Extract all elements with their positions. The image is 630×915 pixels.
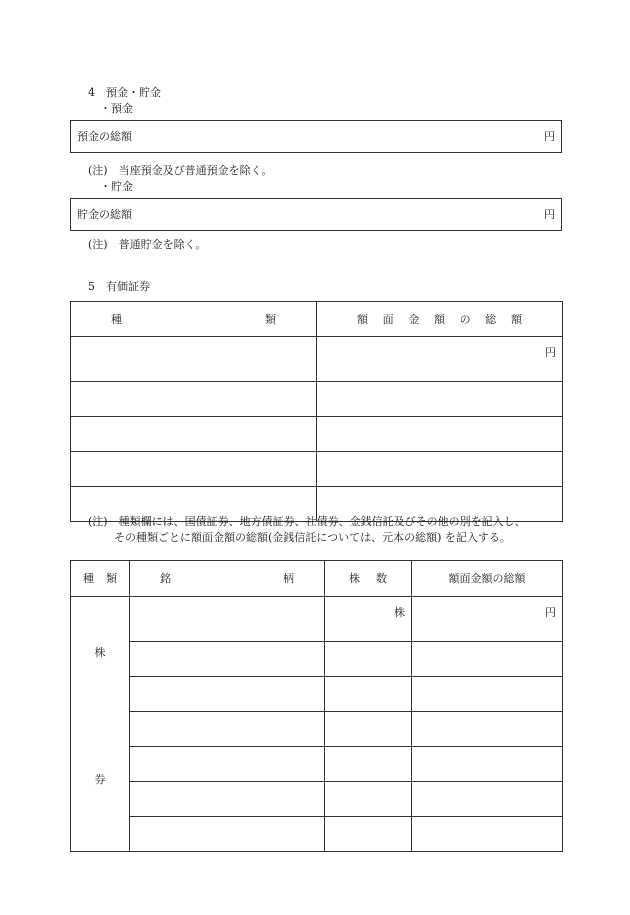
- table-row: [71, 642, 563, 677]
- savings-total-box[interactable]: [70, 198, 562, 231]
- table-row: [71, 782, 563, 817]
- type-cell[interactable]: [71, 382, 317, 417]
- face-value-cell[interactable]: [412, 677, 563, 712]
- savings-total-label: 貯金の総額: [77, 208, 132, 221]
- table-row: [71, 452, 563, 487]
- table-row: [71, 382, 563, 417]
- type-cell[interactable]: [71, 417, 317, 452]
- face-value-cell[interactable]: [412, 712, 563, 747]
- section-4-heading: 4 預金・貯金: [88, 86, 161, 99]
- deposit-note: (注) 当座預金及び普通預金を除く。: [88, 164, 273, 177]
- amount-cell[interactable]: 円: [317, 337, 563, 382]
- stock-type-label: 株 券: [71, 597, 130, 852]
- face-value-cell[interactable]: 円: [412, 597, 563, 642]
- table-row: [71, 747, 563, 782]
- brand-cell[interactable]: [130, 597, 325, 642]
- savings-yen-unit: 円: [544, 208, 555, 221]
- brand-cell[interactable]: [130, 747, 325, 782]
- brand-cell[interactable]: [130, 677, 325, 712]
- deposit-subheading: ・預金: [100, 102, 133, 115]
- shares-cell[interactable]: [325, 642, 412, 677]
- header-type: 種 類: [71, 302, 317, 337]
- amount-cell[interactable]: [317, 417, 563, 452]
- deposit-total-box[interactable]: [70, 120, 562, 153]
- table-header-row: [71, 302, 563, 337]
- header-shares: 株 数: [325, 561, 412, 597]
- shares-cell[interactable]: [325, 782, 412, 817]
- shares-cell[interactable]: 株: [325, 597, 412, 642]
- brand-cell[interactable]: [130, 782, 325, 817]
- deposit-yen-unit: 円: [544, 130, 555, 143]
- savings-subheading: ・貯金: [100, 180, 133, 193]
- amount-cell[interactable]: [317, 382, 563, 417]
- shares-cell[interactable]: [325, 712, 412, 747]
- shares-cell[interactable]: [325, 677, 412, 712]
- table-row: [71, 712, 563, 747]
- securities-type-table: [70, 301, 563, 522]
- header-stock-type: 種 類: [71, 561, 130, 597]
- table-row: [71, 677, 563, 712]
- amount-cell[interactable]: [317, 452, 563, 487]
- type-cell[interactable]: [71, 337, 317, 382]
- table-row: [71, 817, 563, 852]
- savings-note: (注) 普通貯金を除く。: [88, 238, 207, 251]
- section-5-heading: 5 有価証券: [88, 280, 150, 293]
- securities-note-line2: その種類ごとに額面金額の総額(金銭信託については、元本の総額) を記入する。: [114, 531, 511, 544]
- brand-cell[interactable]: [130, 817, 325, 852]
- table-row: [71, 417, 563, 452]
- face-value-cell[interactable]: [412, 782, 563, 817]
- stock-table: [70, 560, 563, 852]
- header-brand: 銘 柄: [130, 561, 325, 597]
- table-row: [71, 337, 563, 382]
- table-header-row: [71, 561, 563, 597]
- deposit-total-label: 預金の総額: [77, 130, 132, 143]
- header-face-value-total: 額 面 金 額 の 総 額: [317, 302, 563, 337]
- header-face-value-sum: 額面金額の総額: [412, 561, 563, 597]
- shares-cell[interactable]: [325, 817, 412, 852]
- shares-cell[interactable]: [325, 747, 412, 782]
- face-value-cell[interactable]: [412, 747, 563, 782]
- table-row: [71, 597, 563, 642]
- face-value-cell[interactable]: [412, 642, 563, 677]
- brand-cell[interactable]: [130, 712, 325, 747]
- securities-note-line1: (注) 種類欄には、国債証券、地方債証券、社債券、金銭信託及びその他の別を記入し、: [88, 515, 526, 528]
- face-value-cell[interactable]: [412, 817, 563, 852]
- type-cell[interactable]: [71, 452, 317, 487]
- brand-cell[interactable]: [130, 642, 325, 677]
